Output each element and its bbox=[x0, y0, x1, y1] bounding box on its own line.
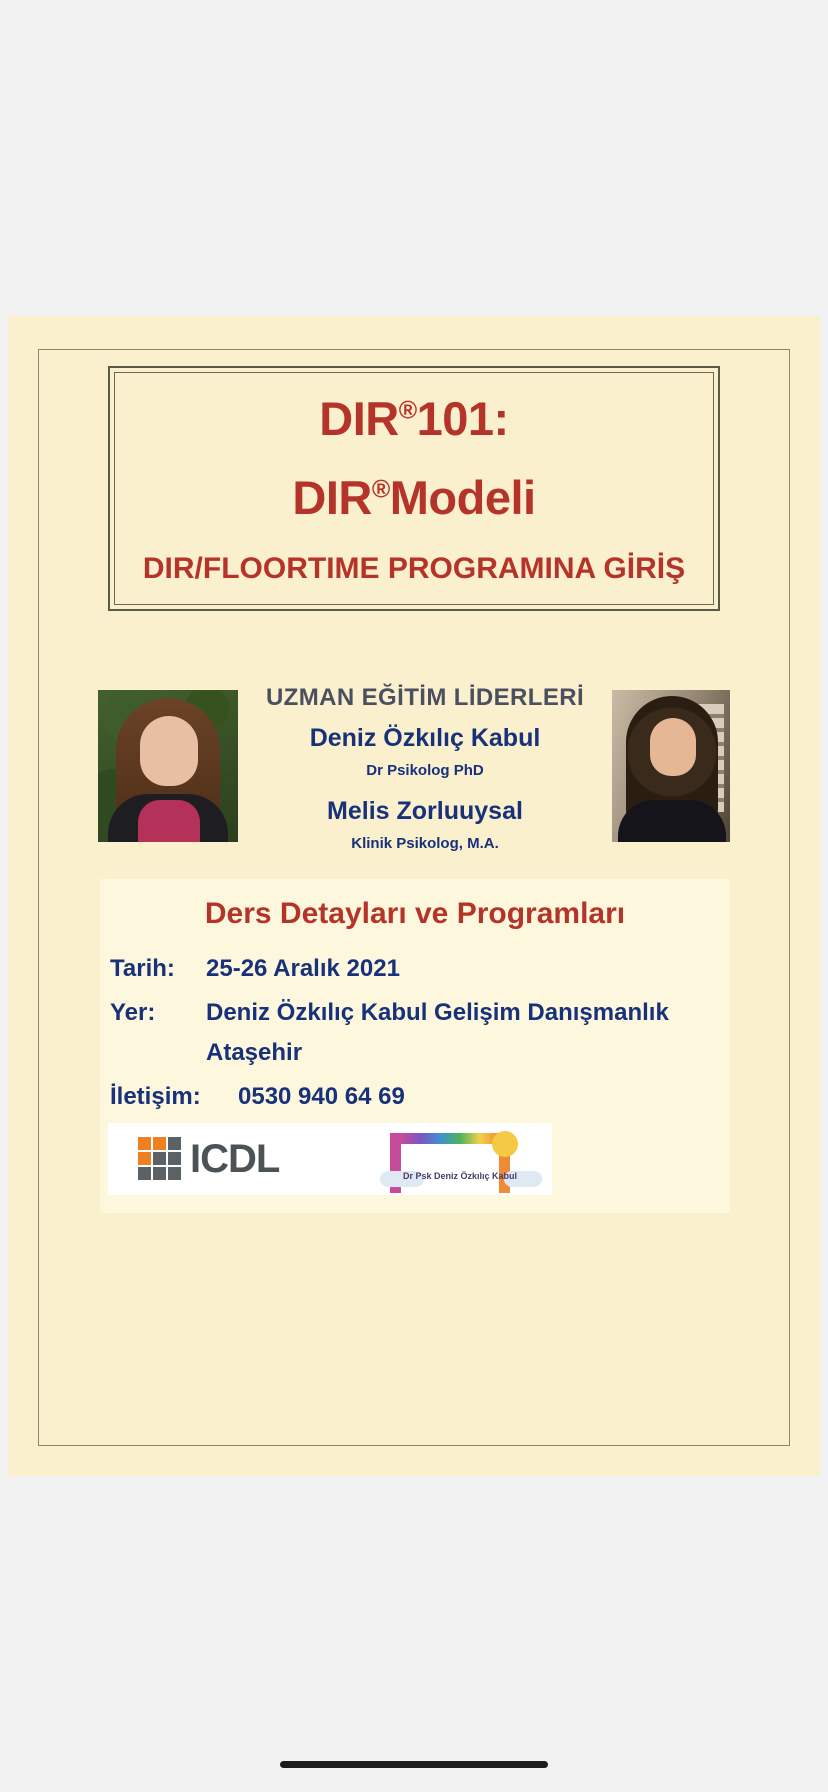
trainer-photo-melis bbox=[612, 690, 730, 842]
icdl-logo bbox=[108, 1123, 368, 1195]
detail-row-contact bbox=[110, 1083, 730, 1111]
title-box bbox=[108, 366, 720, 611]
poster-title-line-1 bbox=[120, 390, 708, 447]
title-line-1-main: DIR bbox=[319, 392, 399, 445]
trainer-photo-deniz bbox=[98, 690, 238, 842]
trainers-section bbox=[98, 684, 730, 864]
trainer-name-2: Melis Zorluuysal bbox=[327, 797, 523, 825]
trainer-name-1: Deniz Özkılıç Kabul bbox=[309, 724, 541, 752]
icdl-wordmark: ICDL bbox=[190, 1136, 280, 1181]
contact-label: İletişim: bbox=[110, 1083, 201, 1110]
dr-deniz-logo bbox=[368, 1123, 552, 1195]
poster-subtitle: DIR/FLOORTIME PROGRAMINA GİRİŞ bbox=[142, 551, 686, 585]
details-title: Ders Detayları ve Programları bbox=[204, 897, 626, 930]
sun-icon bbox=[492, 1131, 518, 1157]
detail-row-place bbox=[110, 999, 730, 1067]
trainer-title-1: Dr Psikolog PhD bbox=[366, 762, 484, 779]
title-line-2-tail: Modeli bbox=[389, 471, 536, 525]
registered-icon: ® bbox=[398, 396, 417, 425]
dr-logo-text: Dr Psk Deniz Özkılıç Kabul bbox=[402, 1171, 518, 1181]
logos-row bbox=[108, 1123, 552, 1195]
icdl-grid-icon bbox=[138, 1137, 182, 1181]
poster bbox=[8, 316, 820, 1476]
details-panel bbox=[100, 879, 730, 1213]
place-value: Deniz Özkılıç Kabul Gelişim Danışmanlık bbox=[206, 999, 669, 1026]
place-label: Yer: bbox=[110, 999, 156, 1026]
trainers-text bbox=[248, 684, 602, 852]
trainers-heading: UZMAN EĞİTİM LİDERLERİ bbox=[265, 684, 585, 711]
home-indicator[interactable] bbox=[280, 1761, 548, 1768]
place-value-line2: Ataşehir bbox=[206, 1039, 303, 1066]
place-value-wrap bbox=[206, 999, 730, 1067]
title-line-2-main: DIR bbox=[292, 471, 372, 525]
title-line-1-tail: 101: bbox=[416, 392, 509, 445]
date-value: 25-26 Aralık 2021 bbox=[206, 955, 400, 982]
registered-icon-2: ® bbox=[371, 475, 390, 504]
trainer-title-2: Klinik Psikolog, M.A. bbox=[351, 835, 499, 852]
contact-value[interactable]: 0530 940 64 69 bbox=[238, 1083, 405, 1110]
detail-row-date bbox=[110, 955, 730, 983]
date-label: Tarih: bbox=[110, 955, 175, 982]
poster-title-line-2 bbox=[120, 469, 708, 526]
details-rows bbox=[110, 955, 730, 1111]
